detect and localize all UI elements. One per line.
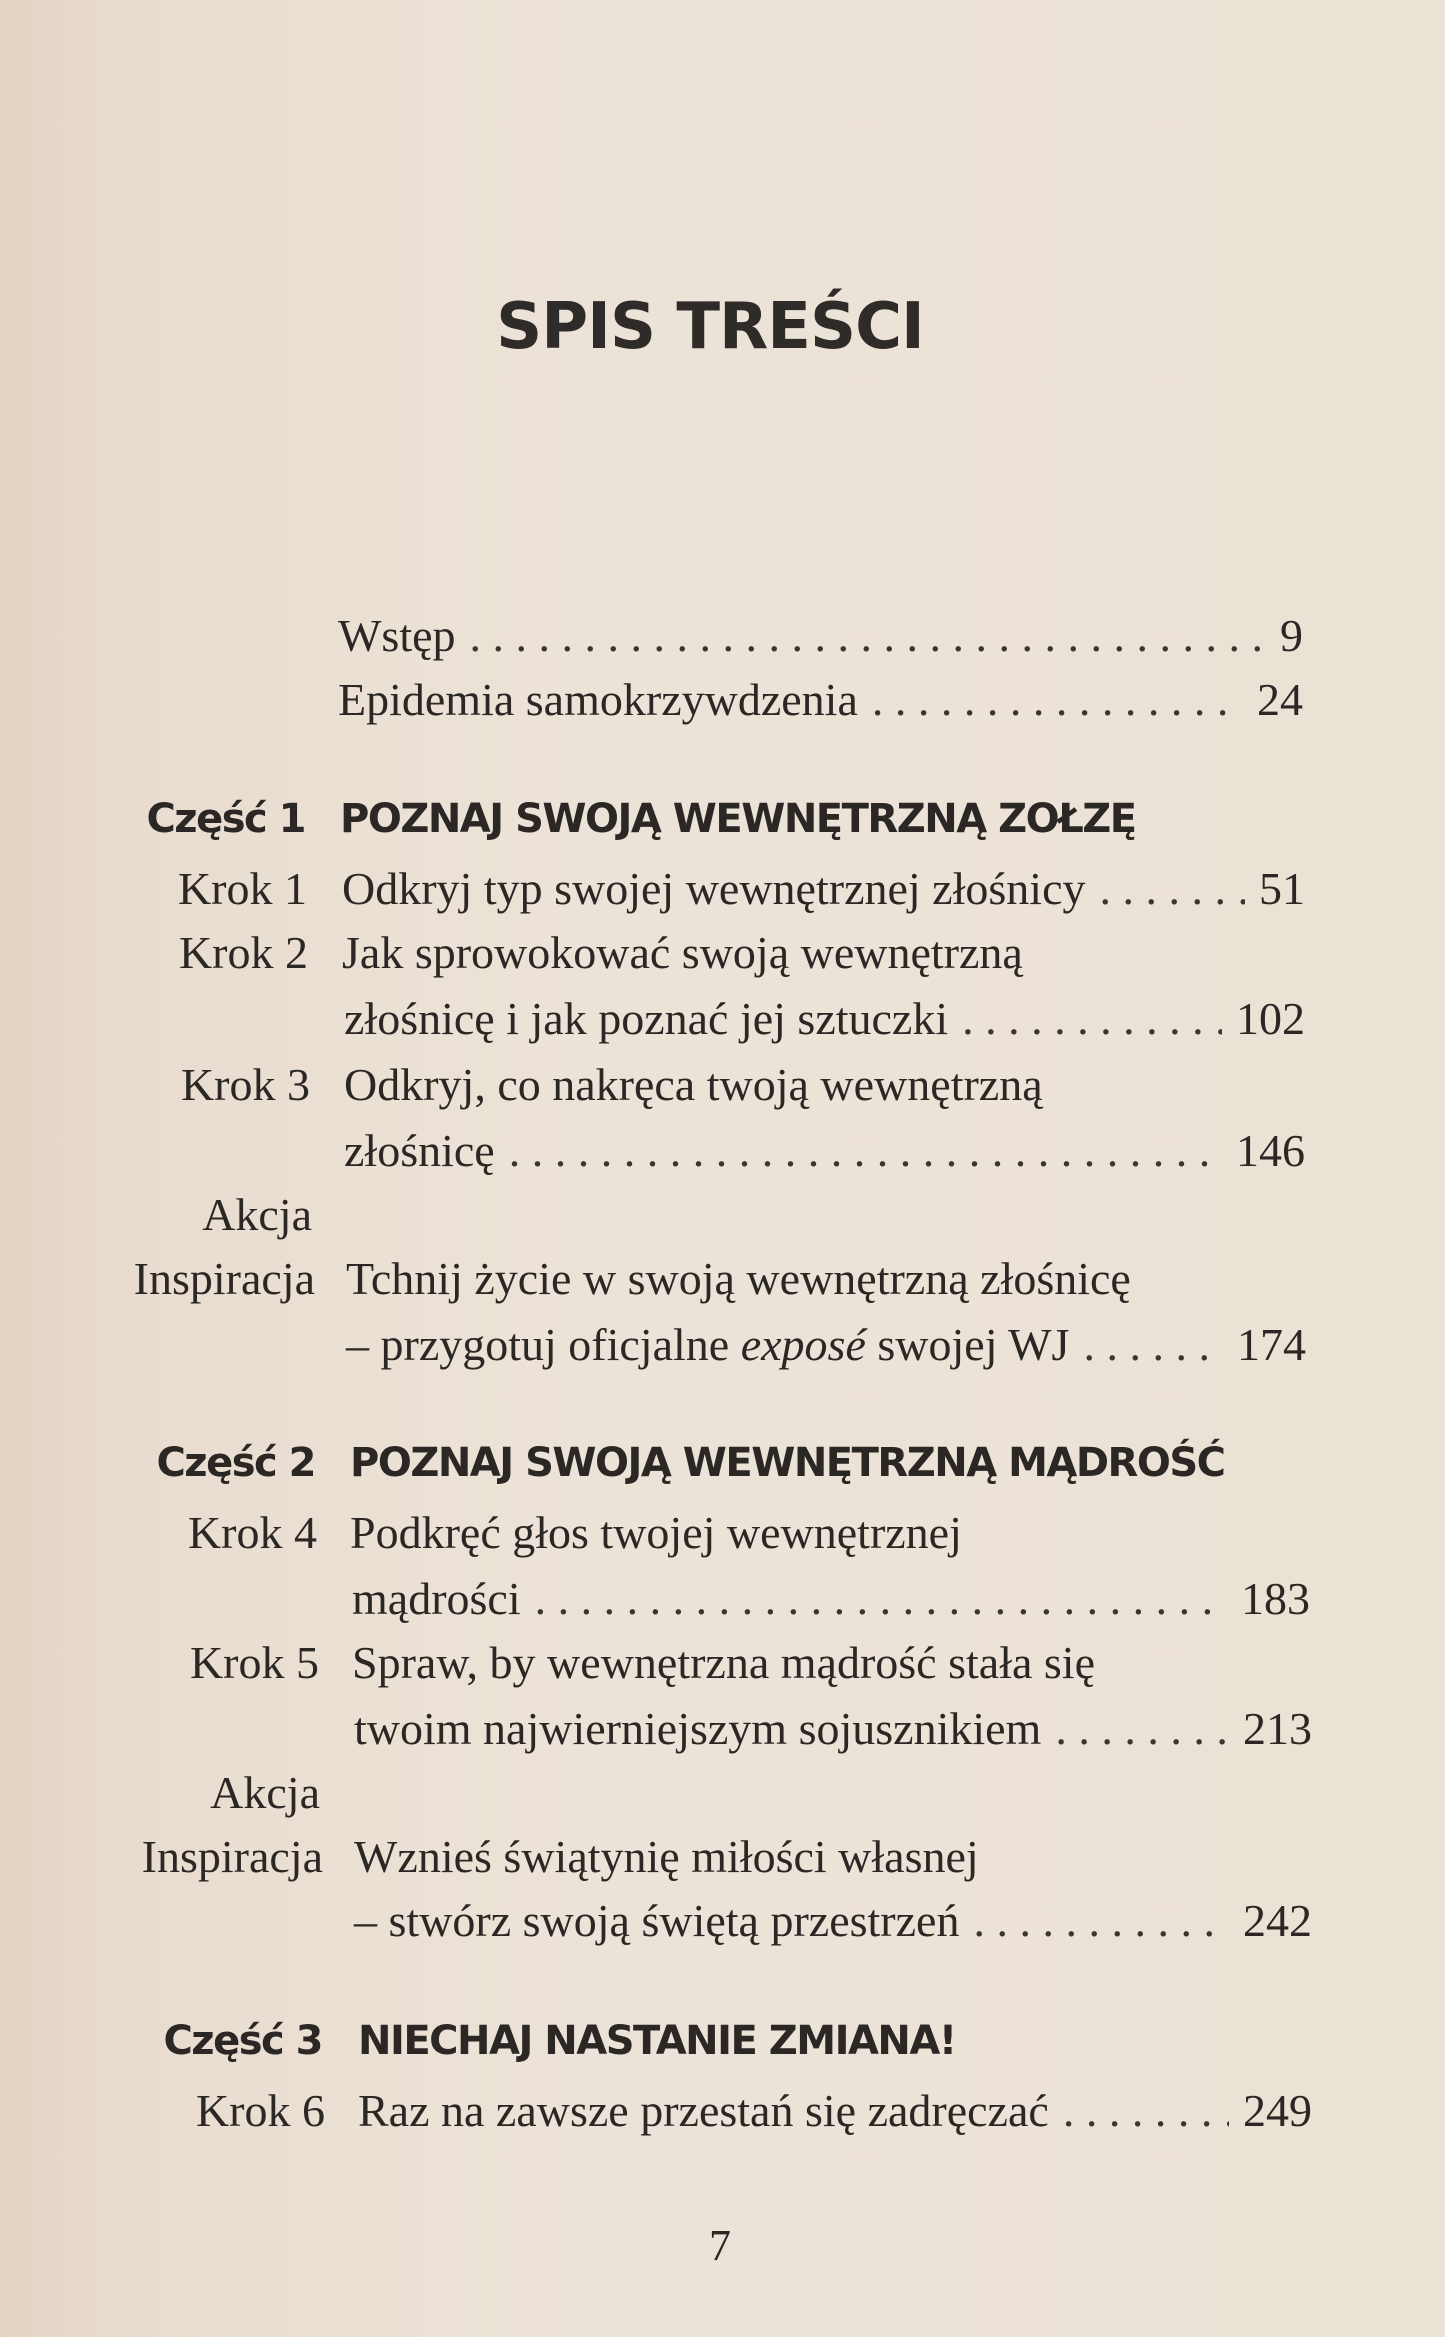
dot-leader [1063,2084,1229,2137]
dot-leader [973,1894,1229,1947]
title-text: – przygotuj oficjalne [346,1319,741,1370]
entry-page: 102 [1236,993,1305,1044]
entry-page: 174 [1237,1319,1306,1370]
page-title: SPIS TREŚCI [496,290,924,364]
entry-page: 183 [1241,1573,1310,1624]
dot-leader [962,992,1222,1045]
entry-title-line2: złośnicę [344,1125,495,1176]
entry-title-line1: Spraw, by wewnętrzna mądrość stała się [352,1637,1095,1688]
dot-leader [872,670,1243,730]
toc-entry-inspiracja1 [346,1318,1306,1371]
dot-leader [535,1572,1227,1625]
toc-entry-krok5 [354,1702,1312,1755]
part-label: Część 1 [146,796,305,842]
entry-page: 51 [1259,863,1305,914]
dot-leader [1083,1318,1223,1371]
entry-title-line1: Podkręć głos twojej wewnętrznej [350,1507,962,1558]
inspiration-label: Inspiracja [141,1831,323,1882]
toc-entry-krok4 [352,1572,1310,1625]
dot-leader [1099,862,1245,915]
entry-page: 9 [1280,610,1303,661]
step-label: Krok 5 [189,1637,319,1688]
action-label: Akcja [202,1189,312,1240]
entry-page: 242 [1243,1895,1312,1946]
entry-title: Odkryj typ swojej wewnętrznej złośnicy [342,863,1086,914]
entry-title-line2: złośnicę i jak poznać jej sztuczki [344,993,949,1044]
part-label: Część 2 [156,1440,315,1486]
entry-title-line1: Jak sprowokować swoją wewnętrzną [342,927,1023,978]
page-number: 7 [709,2221,731,2270]
step-label: Krok 1 [177,863,307,914]
entry-title-line2: – stwórz swoją świętą przestrzeń [354,1895,960,1946]
entry-title-line2: twoim najwierniejszym sojusznikiem [354,1703,1042,1754]
title-text: swojej WJ [865,1319,1070,1370]
entry-title: Raz na zawsze przestań się zadręczać [358,2085,1049,2136]
entry-title-line1: Tchnij życie w swoją wewnętrzną złośnicę [346,1253,1131,1304]
step-label: Krok 3 [180,1059,310,1110]
inspiration-label: Inspiracja [133,1253,315,1304]
step-label: Krok 4 [187,1507,317,1558]
entry-title-line2: mądrości [352,1573,521,1624]
toc-entry-inspiracja2 [354,1894,1312,1947]
entry-page: 213 [1243,1703,1312,1754]
toc-entry-krok3 [344,1124,1305,1177]
entry-title-line1: Wznieś świątynię miłości własnej [354,1831,979,1882]
toc-entry-krok2 [344,992,1305,1045]
title-italic: exposé [740,1319,866,1370]
toc-entry-krok6 [358,2084,1312,2137]
part-heading: NIECHAJ NASTANIE ZMIANA! [358,2018,956,2064]
entry-title-line1: Odkryj, co nakręca twoją wewnętrzną [344,1059,1043,1110]
toc-entry-krok1 [342,862,1305,915]
entry-page: 249 [1243,2085,1312,2136]
part-label: Część 3 [163,2018,322,2064]
dot-leader [1055,1702,1229,1755]
step-label: Krok 2 [178,927,308,978]
entry-title: Wstęp [338,610,456,661]
entry-title: Epidemia samokrzywdzenia [338,674,858,725]
action-label: Akcja [210,1767,320,1818]
dot-leader [470,606,1266,666]
entry-page: 146 [1236,1125,1305,1176]
step-label: Krok 6 [195,2085,325,2136]
part-heading: POZNAJ SWOJĄ WEWNĘTRZNĄ MĄDROŚĆ [350,1440,1225,1486]
entry-page: 24 [1257,674,1303,725]
dot-leader [509,1124,1222,1177]
entry-title-line2 [346,1318,1069,1371]
part-heading: POZNAJ SWOJĄ WEWNĘTRZNĄ ZOŁZĘ [340,796,1136,842]
